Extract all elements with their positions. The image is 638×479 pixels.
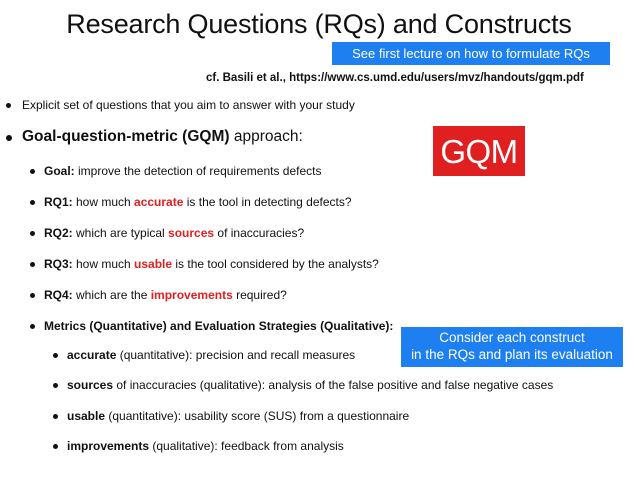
bullet-rq1 — [44, 194, 352, 210]
rq3-label: RQ3: — [44, 257, 73, 271]
metrics-heading: Metrics (Quantitative) and Evaluation Strategies (Qualitative): — [44, 319, 394, 333]
rq2-text-pre: which are typical — [72, 226, 169, 240]
rq4-text-pre: which are the — [72, 288, 151, 302]
bullet-rq2 — [44, 225, 304, 241]
bullet-rq3 — [44, 256, 379, 272]
metric-improvements-key: improvements — [67, 439, 150, 453]
metric-sources-text: of inaccuracies (qualitative): analysis of the false positive and false negative cases — [113, 378, 554, 392]
rq4-text-post: required? — [232, 288, 287, 302]
rq1-text-pre: how much — [72, 195, 135, 209]
slide-title: Research Questions (RQs) and Constructs — [66, 9, 572, 39]
rq3-text-pre: how much — [72, 257, 135, 271]
rq1-keyword: accurate — [134, 195, 184, 209]
bullet-metric-usable — [67, 408, 409, 424]
metric-usable-text: (quantitative): usability score (SUS) from a questionnaire — [105, 409, 410, 423]
callout-consider-construct — [401, 327, 623, 367]
rq4-keyword: improvements — [150, 288, 233, 302]
metric-sources-key: sources — [67, 378, 114, 392]
metric-accurate-key: accurate — [67, 348, 117, 362]
goal-label: Goal: — [44, 164, 75, 178]
callout-line-2: in the RQs and plan its evaluation — [411, 347, 613, 362]
bullet-metric-sources — [67, 377, 553, 393]
bullet-goal — [44, 163, 321, 179]
rq1-text-post: is the tool in detecting defects? — [183, 195, 352, 209]
bullet-rq4 — [44, 287, 287, 303]
callout-line-1: Consider each construct — [439, 330, 585, 345]
bullet-metrics — [44, 318, 393, 334]
bullet-gqm-approach — [22, 127, 303, 147]
bullet-text: approach: — [229, 128, 303, 145]
callout-formulate-rqs: See first lecture on how to formulate RQs — [332, 42, 610, 65]
rq2-text-post: of inaccuracies? — [214, 226, 305, 240]
rq3-text-post: is the tool considered by the analysts? — [172, 257, 379, 271]
metric-improvements-text: (qualitative): feedback from analysis — [149, 439, 344, 453]
rq1-label: RQ1: — [44, 195, 73, 209]
bullet-metric-improvements — [67, 438, 344, 454]
citation: cf. Basili et al., https://www.cs.umd.edu/users/mvz/handouts/gqm.pdf — [206, 72, 584, 84]
goal-text: improve the detection of requirements defects — [74, 164, 322, 178]
gqm-term: Goal-question-metric (GQM) — [22, 128, 230, 145]
bullet-text: Explicit set of questions that you aim to answer with your study — [22, 98, 355, 112]
rq3-keyword: usable — [134, 257, 173, 271]
bullet-metric-accurate — [67, 347, 355, 363]
rq2-keyword: sources — [168, 226, 215, 240]
metric-accurate-text: (quantitative): precision and recall measures — [116, 348, 356, 362]
rq4-label: RQ4: — [44, 288, 73, 302]
gqm-badge: GQM — [433, 126, 525, 176]
rq2-label: RQ2: — [44, 226, 73, 240]
bullet-explicit-questions — [22, 97, 355, 113]
metric-usable-key: usable — [67, 409, 106, 423]
